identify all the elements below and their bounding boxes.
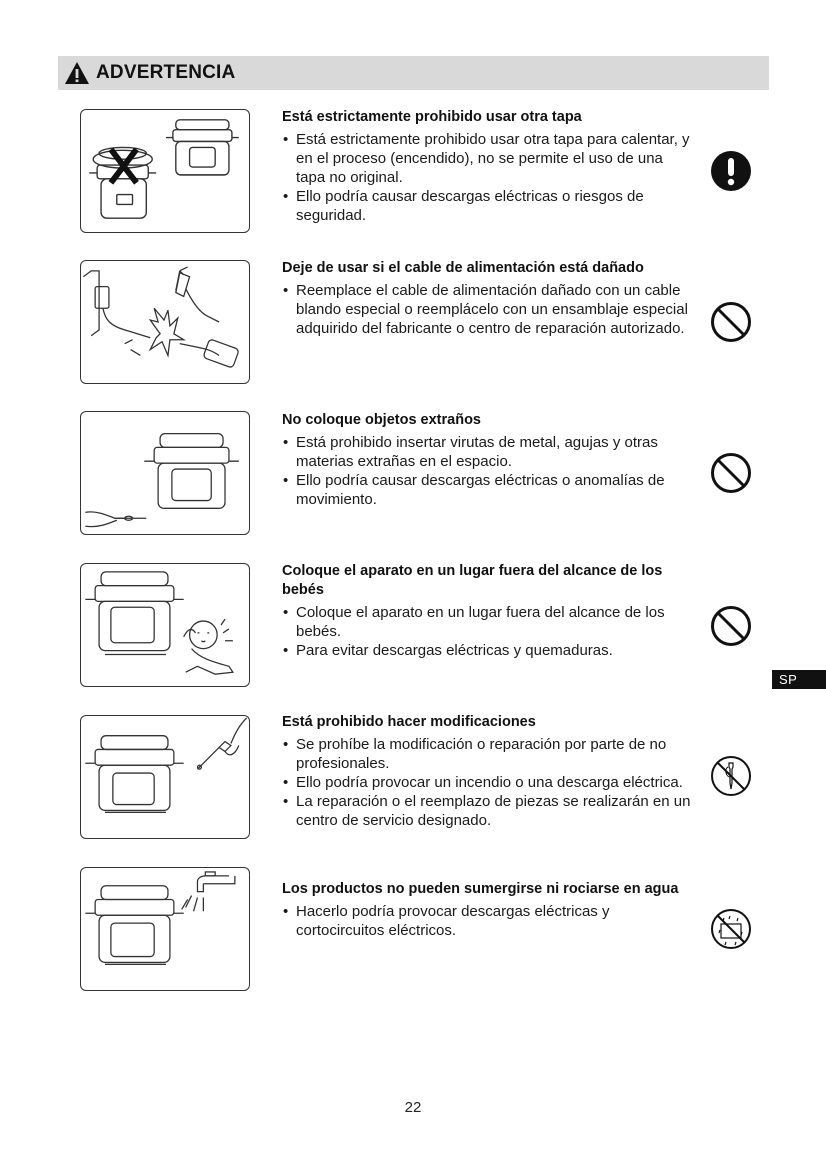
- illustration-baby: [80, 563, 250, 687]
- bullet-item: • Coloque el aparato en un lugar fuera del alcance de los bebés.: [282, 603, 692, 641]
- section-title: Coloque el aparato en un lugar fuera del alcance de los bebés: [282, 563, 663, 598]
- section-title: Los productos no pueden sumergirse ni rociarse en agua: [282, 881, 679, 897]
- section-title: Está prohibido hacer modificaciones: [282, 714, 536, 730]
- prohibited-icon: [710, 605, 752, 647]
- bullet-list: [282, 433, 692, 509]
- illustration-foreign-objects: [80, 411, 250, 535]
- bullet-item: • Ello podría causar descargas eléctricas o riesgos de seguridad.: [282, 187, 692, 225]
- bullet-item: • Se prohíbe la modificación o reparación por parte de no profesionales.: [282, 735, 692, 773]
- bullet-item: • Hacerlo podría provocar descargas eléctricas y cortocircuitos eléctricos.: [282, 902, 692, 940]
- illustration-water: [80, 867, 250, 991]
- bullet-list: [282, 281, 692, 338]
- no-disassembly-icon: [710, 755, 752, 797]
- prohibited-icon: [710, 301, 752, 343]
- bullet-item: • Ello podría provocar un incendio o una descarga eléctrica.: [282, 773, 692, 792]
- bullet-item: • Para evitar descargas eléctricas y quemaduras.: [282, 641, 692, 660]
- illustration-modification: [80, 715, 250, 839]
- section-title: Deje de usar si el cable de alimentación está dañado: [282, 260, 644, 276]
- illustration-other-lid: [80, 109, 250, 233]
- bullet-list: [282, 603, 692, 660]
- bullet-item: • Está prohibido insertar virutas de metal, agujas y otras materias extrañas en el espacio.: [282, 433, 692, 471]
- warning-triangle-icon: [64, 60, 90, 86]
- bullet-item: • Está estrictamente prohibido usar otra tapa para calentar, y en el proceso (encendido), no se permite el uso de una tapa no original.: [282, 130, 692, 187]
- warning-banner: [58, 56, 769, 90]
- language-tab: SP: [772, 670, 826, 689]
- illustration-damaged-cable: [80, 260, 250, 384]
- no-water-icon: [710, 908, 752, 950]
- banner-title: ADVERTENCIA: [96, 62, 236, 83]
- section-title: Está estrictamente prohibido usar otra tapa: [282, 109, 582, 125]
- section-title: No coloque objetos extraños: [282, 412, 481, 428]
- bullet-item: • La reparación o el reemplazo de piezas se realizarán en un centro de servicio designado.: [282, 792, 692, 830]
- page-number: 22: [404, 1099, 422, 1116]
- bullet-item: • Reemplace el cable de alimentación dañado con un cable blando especial o reemplácelo con un ensamblaje especial adquirido del fabricante o centro de reparación autorizado.: [282, 281, 692, 338]
- bullet-item: • Ello podría causar descargas eléctricas o anomalías de movimiento.: [282, 471, 692, 509]
- mandatory-exclamation-icon: [710, 150, 752, 192]
- prohibited-icon: [710, 452, 752, 494]
- bullet-list: [282, 902, 692, 940]
- bullet-list: [282, 130, 692, 225]
- bullet-list: [282, 735, 692, 830]
